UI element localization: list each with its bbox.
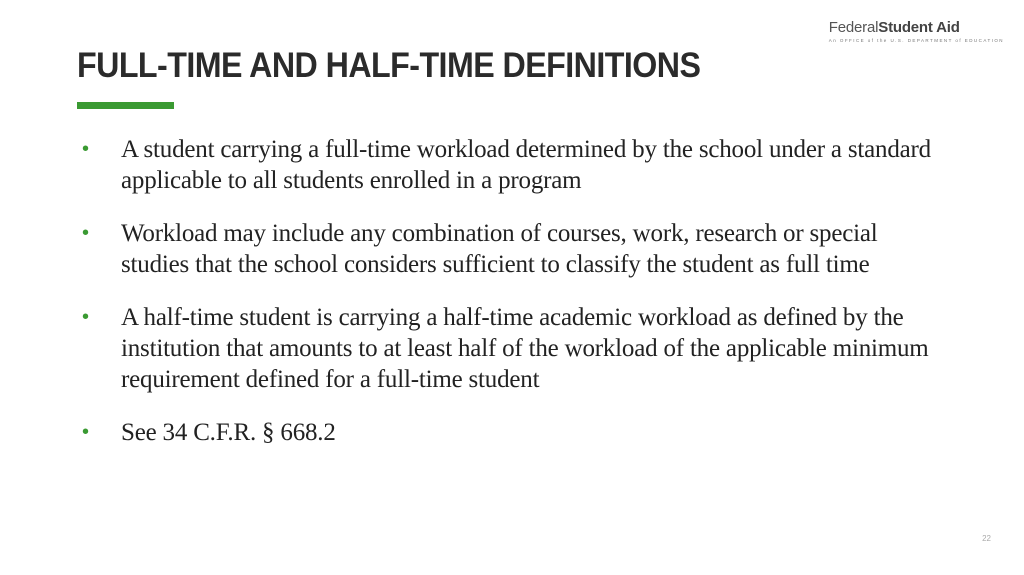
logo-wordmark [829, 20, 1004, 36]
logo-tagline: An OFFICE of the U.S. DEPARTMENT of EDUCATION [828, 38, 1004, 43]
bullet-text: A half-time student is carrying a half-time academic workload as defined by the institution that amounts to at least half of the workload of the applicable minimum requirement defined for a full-time student [121, 304, 929, 393]
bullet-item [82, 302, 942, 395]
bullet-list [82, 134, 942, 470]
bullet-text: See 34 C.F.R. § 668.2 [121, 419, 336, 446]
federal-student-aid-logo [829, 20, 1004, 43]
bullet-text: A student carrying a full-time workload determined by the school under a standard applicable to all students enrolled in a program [121, 136, 931, 194]
bullet-dot-icon: • [82, 222, 89, 244]
page-number: 22 [982, 534, 991, 543]
bullet-item [82, 417, 942, 448]
bullet-item [82, 134, 942, 196]
logo-student-aid-text: Student Aid [878, 19, 960, 36]
bullet-dot-icon: • [82, 306, 89, 328]
title-accent-bar [77, 102, 174, 109]
logo-federal-text: Federal [828, 19, 879, 36]
bullet-text: Workload may include any combination of courses, work, research or special studies that the school considers sufficient to classify the student as full time [121, 220, 878, 278]
slide-title: FULL-TIME AND HALF-TIME DEFINITIONS [77, 46, 701, 85]
bullet-item [82, 218, 942, 280]
bullet-dot-icon: • [82, 138, 89, 160]
bullet-dot-icon: • [82, 421, 89, 443]
